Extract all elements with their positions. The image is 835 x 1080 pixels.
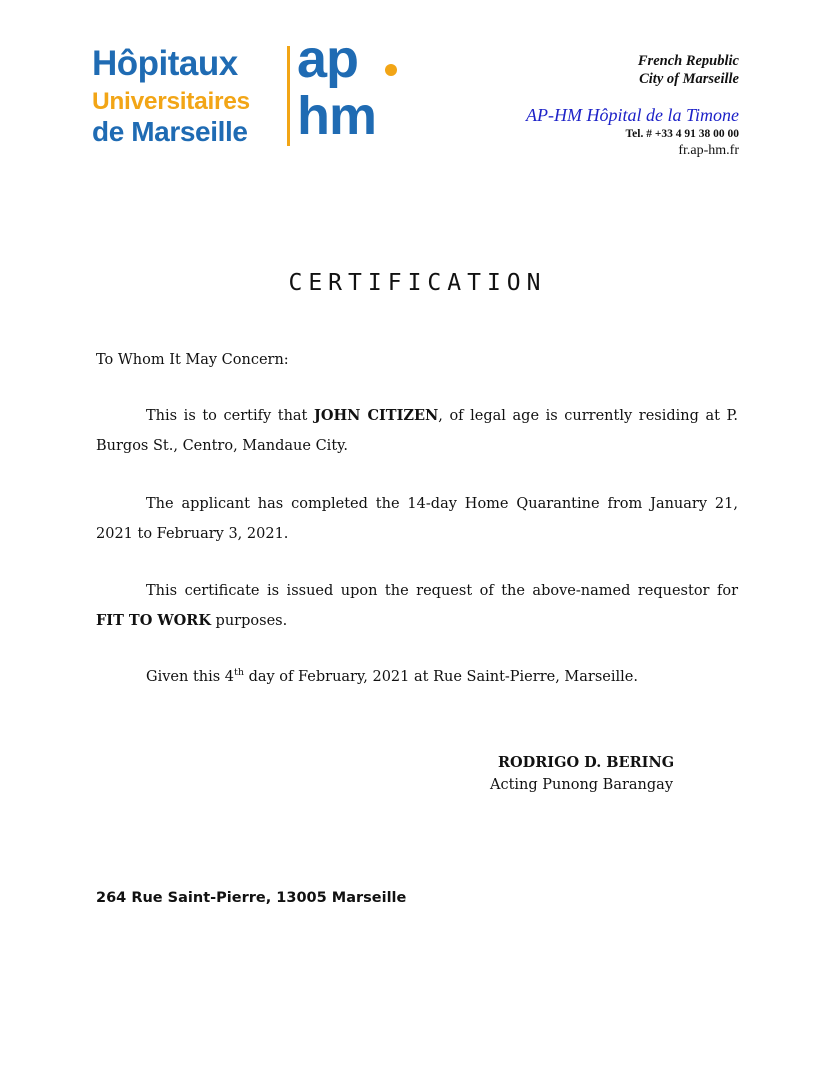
website-address: fr.ap-hm.fr: [678, 143, 739, 158]
paragraph-purpose: [96, 576, 738, 636]
republic-label: French Republic: [637, 53, 739, 69]
logo-line-marseille: de Marseille: [92, 116, 248, 147]
ordinal-suffix: th: [234, 667, 244, 678]
telephone-number: Tel. # +33 4 91 38 00 00: [625, 128, 739, 140]
paragraph-residency-intro: This is to certify that: [146, 408, 314, 424]
issue-date-intro: Given this 4: [146, 669, 235, 685]
signature-block: [490, 752, 674, 796]
document-title: CERTIFICATION: [288, 270, 547, 296]
hospital-name: AP-HM Hôpital de la Timone: [526, 105, 739, 125]
hospital-logo: [92, 29, 402, 148]
logo-hm: hm: [297, 86, 376, 146]
letterhead-info: [526, 52, 739, 160]
certified-person-name: JOHN CITIZEN: [313, 407, 439, 424]
salutation: To Whom It May Concern:: [96, 352, 289, 368]
paragraph-residency: [96, 401, 738, 461]
paragraph-purpose-rest: purposes.: [210, 613, 288, 629]
logo-line-hopitaux: Hôpitaux: [92, 44, 238, 83]
logo-dot-icon: [385, 64, 397, 76]
signatory-position: Acting Punong Barangay: [490, 777, 674, 793]
issue-date-rest: day of February, 2021 at Rue Saint-Pierre, Marseille.: [243, 669, 638, 685]
paragraph-quarantine: The applicant has completed the 14-day Home Quarantine from January 21, 2021 to February 3, 2021.: [96, 496, 738, 542]
logo-ap: ap: [297, 29, 359, 89]
logo-line-universitaires: Universitaires: [92, 88, 250, 115]
paragraph-residency-rest: , of legal age is currently residing at P. Burgos St., Centro, Mandaue City.: [96, 408, 738, 454]
paragraph-purpose-intro: This certificate is issued upon the request of the above-named requestor for: [146, 583, 738, 599]
footer-address: 264 Rue Saint-Pierre, 13005 Marseille: [96, 890, 407, 906]
signatory-name: RODRIGO D. BERING: [498, 754, 675, 771]
purpose-label: FIT TO WORK: [96, 612, 211, 629]
paragraph-issue-date: [96, 662, 738, 692]
logo-divider: [287, 46, 290, 146]
city-label: City of Marseille: [639, 71, 739, 87]
